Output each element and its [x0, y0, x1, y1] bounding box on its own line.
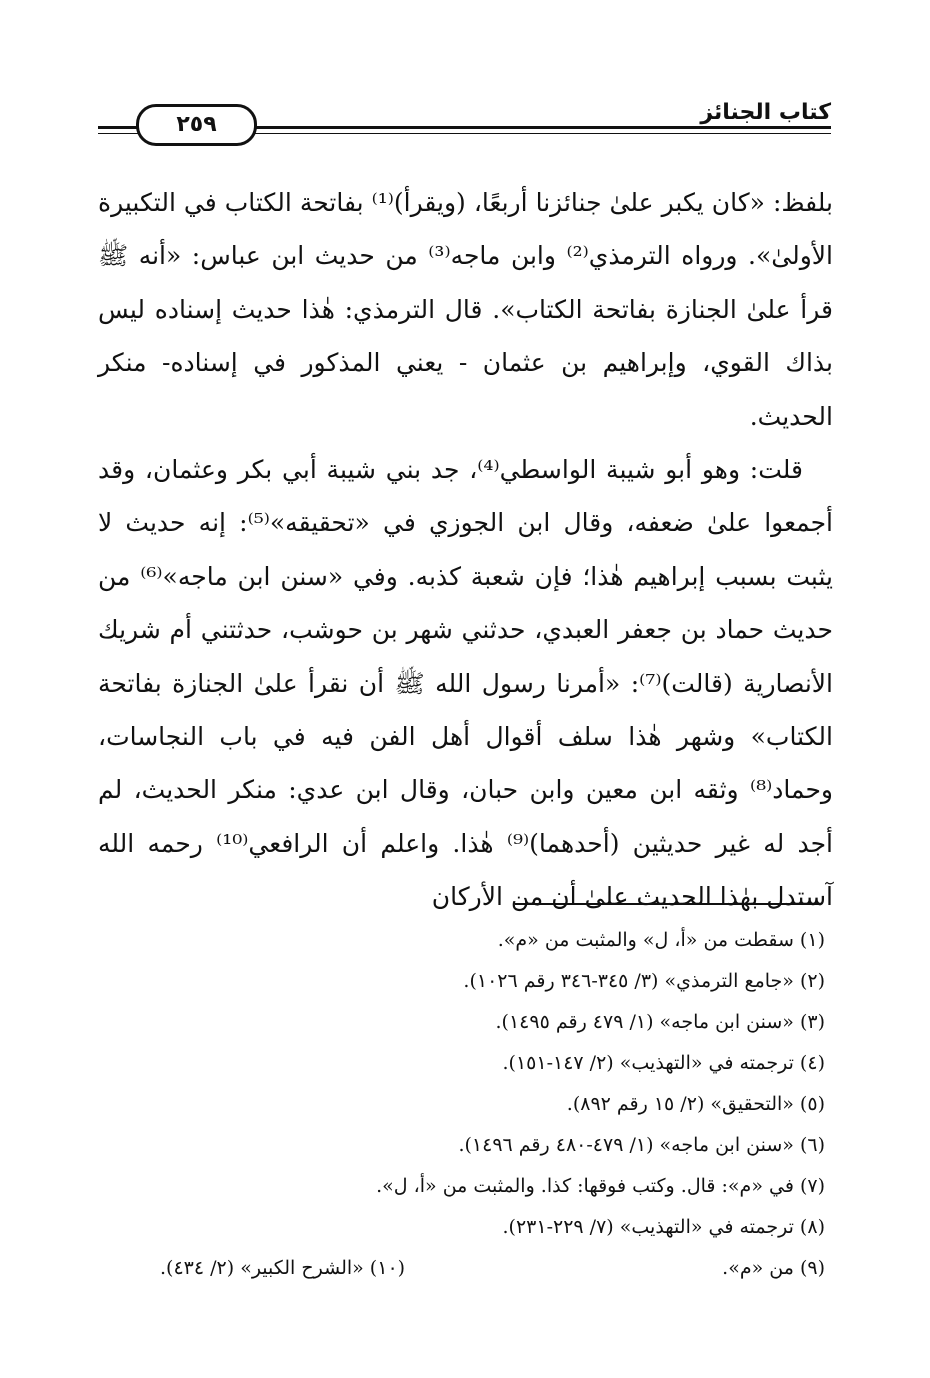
footnote: (٤) ترجمته في «التهذيب» (٢/ ١٤٧-١٥١).: [502, 1052, 825, 1074]
page-header: [98, 92, 831, 156]
footnote: (٧) في «م»: قال. وكتب فوقها: كذا. والمثبت من «أ، ل».: [376, 1175, 825, 1197]
paragraph: بلفظ: «كان يكبر علىٰ جنائزنا أربعًا، (ويقرأ)⁽¹⁾ بفاتحة الكتاب في التكبيرة الأولىٰ». ورواه الترمذي⁽²⁾ وابن ماجه⁽³⁾ من حديث ابن عباس: «أنه ﷺ قرأ علىٰ الجنازة بفاتحة الكتاب». قال الترمذي: هٰذا حديث إسناده ليس بذاك القوي، وإبراهيم بن عثمان - يعني المذكور في إسناده- منكر الحديث.: [98, 188, 833, 431]
footnote: (٥) «التحقيق» (٢/ ١٥ رقم ٨٩٢).: [566, 1093, 825, 1115]
chapter-title: كتاب الجنائز: [692, 100, 831, 125]
footnote: (٣) «سنن ابن ماجه» (١/ ٤٧٩ رقم ١٤٩٥).: [495, 1011, 825, 1033]
footnote: (١) سقطت من «أ، ل» والمثبت من «م».: [497, 929, 825, 951]
footnote: (٦) «سنن ابن ماجه» (١/ ٤٧٩-٤٨٠ رقم ١٤٩٦).: [458, 1134, 825, 1156]
footnote: (٨) ترجمته في «التهذيب» (٧/ ٢٢٩-٢٣١).: [502, 1216, 825, 1238]
footnotes: [160, 920, 825, 1289]
page-number: ٢٥٩: [136, 104, 257, 146]
footnote-row: [160, 1248, 825, 1289]
footnote-separator: [515, 903, 821, 905]
paragraph: قلت: وهو أبو شيبة الواسطي⁽⁴⁾، جد بني شيبة أبي بكر وعثمان، وقد أجمعوا علىٰ ضعفه، وقال ابن الجوزي في «تحقيقه»⁽⁵⁾: إنه حديث لا يثبت بسبب إبراهيم هٰذا؛ فإن شعبة كذبه. وفي «سنن ابن ماجه»⁽⁶⁾ من حديث حماد بن جعفر العبدي، حدثني شهر بن حوشب، حدثتني أم شريك الأنصارية (قالت)⁽⁷⁾: «أمرنا رسول الله ﷺ أن نقرأ علىٰ الجنازة بفاتحة الكتاب» وشهر هٰذا سلف أقوال أهل الفن فيه في باب النجاسات، وحماد⁽⁸⁾ وثقه ابن معين وابن حبان، وقال ابن عدي: منكر الحديث، لم أجد له غير حديثين (أحدهما)⁽⁹⁾ هٰذا. واعلم أن الرافعي⁽¹⁰⁾ رحمه الله آستدل بهٰذا الحديث علىٰ أن من الأركان: [98, 455, 834, 912]
footnote: (٩) من «م».: [722, 1257, 825, 1279]
main-text: [98, 176, 833, 924]
footnote: (١٠) «الشرح الكبير» (٢/ ٤٣٤).: [160, 1257, 406, 1279]
footnote: (٢) «جامع الترمذي» (٣/ ٣٤٥-٣٤٦ رقم ١٠٢٦).: [463, 970, 825, 992]
